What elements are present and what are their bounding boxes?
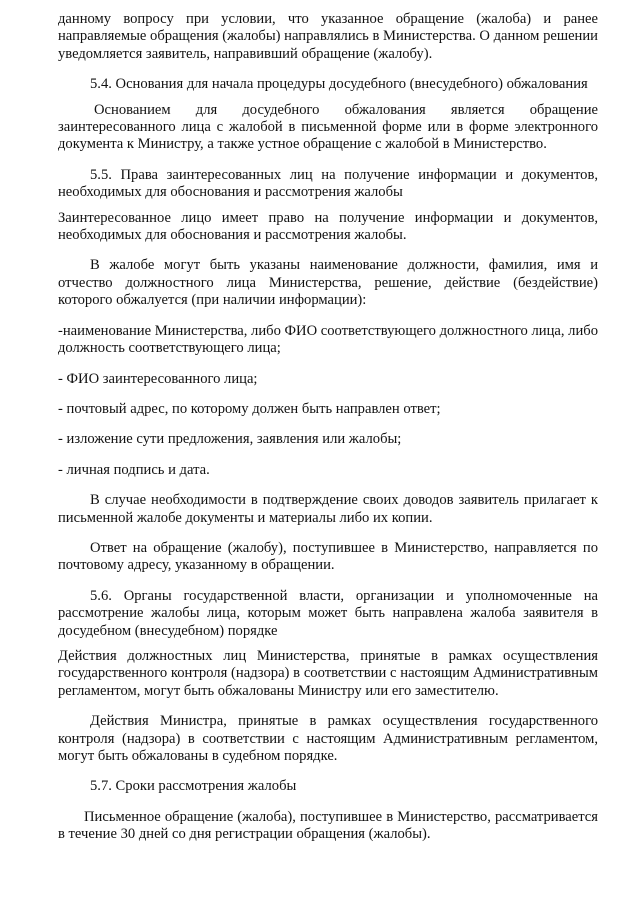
paragraph-continuation: данному вопросу при условии, что указанное обращение (жалоба) и ранее направляемые обращения (жалобы) направлялись в Министерства. О данном решении уведомляется заявитель, направивший обращение (жалобу). <box>58 11 598 62</box>
list-item-applicant-name: - ФИО заинтересованного лица; <box>58 370 258 387</box>
section-heading-5-6: 5.6. Органы государственной власти, организации и уполномоченные на рассмотрение жалобы лица, которым может быть направлена жалоба заявителя в досудебном (внесудебном) порядке <box>58 587 598 639</box>
list-item-postal-address: - почтовый адрес, по которому должен быть направлен ответ; <box>58 400 441 417</box>
paragraph-response-delivery: Ответ на обращение (жалобу), поступившее в Министерство, направляется по почтовому адресу, указанному в обращении. <box>58 539 598 574</box>
section-heading-5-5: 5.5. Права заинтересованных лиц на получение информации и документов, необходимых для обоснования и рассмотрения жалобы <box>58 166 598 201</box>
paragraph-right-to-information: Заинтересованное лицо имеет право на получение информации и документов, необходимых для обоснования и рассмотрения жалобы. <box>58 209 598 244</box>
list-item-ministry-name: -наименование Министерства, либо ФИО соответствующего должностного лица, либо должность соответствующего лица; <box>58 322 598 357</box>
paragraph-minister-actions: Действия Министра, принятые в рамках осуществления государственного контроля (надзора) в соответствии с настоящим Административным регламентом, могут быть обжалованы в судебном порядке. <box>58 713 598 764</box>
list-item-signature-date: - личная подпись и дата. <box>58 461 210 478</box>
section-heading-5-4: 5.4. Основания для начала процедуры досудебного (внесудебного) обжалования <box>90 76 588 93</box>
list-item-statement: - изложение сути предложения, заявления или жалобы; <box>58 431 402 448</box>
paragraph-basis-for-appeal: Основанием для досудебного обжалования является обращение заинтересованного лица с жалобой в письменной форме или в форме электронного документа к Министру, а также устное обращение с жалобой в Министерство. <box>58 101 598 153</box>
paragraph-complaint-contents: В жалобе могут быть указаны наименование должности, фамилия, имя и отчество должностного лица Министерства, решение, действие (бездействие) которого обжалуется (при наличии информации): <box>58 257 598 309</box>
paragraph-attachments: В случае необходимости в подтверждение своих доводов заявитель прилагает к письменной жалобе документы и материалы либо их копии. <box>58 492 598 526</box>
paragraph-officials-actions: Действия должностных лиц Министерства, принятые в рамках осуществления государственного контроля (надзора) в соответствии с настоящим Административным регламентом, могут быть обжалованы Министру или его заместителю. <box>58 647 598 699</box>
section-heading-5-7: 5.7. Сроки рассмотрения жалобы <box>90 778 297 795</box>
paragraph-review-period: Письменное обращение (жалоба), поступившее в Министерство, рассматривается в течение 30 дней со дня регистрации обращения (жалобы). <box>58 808 598 843</box>
